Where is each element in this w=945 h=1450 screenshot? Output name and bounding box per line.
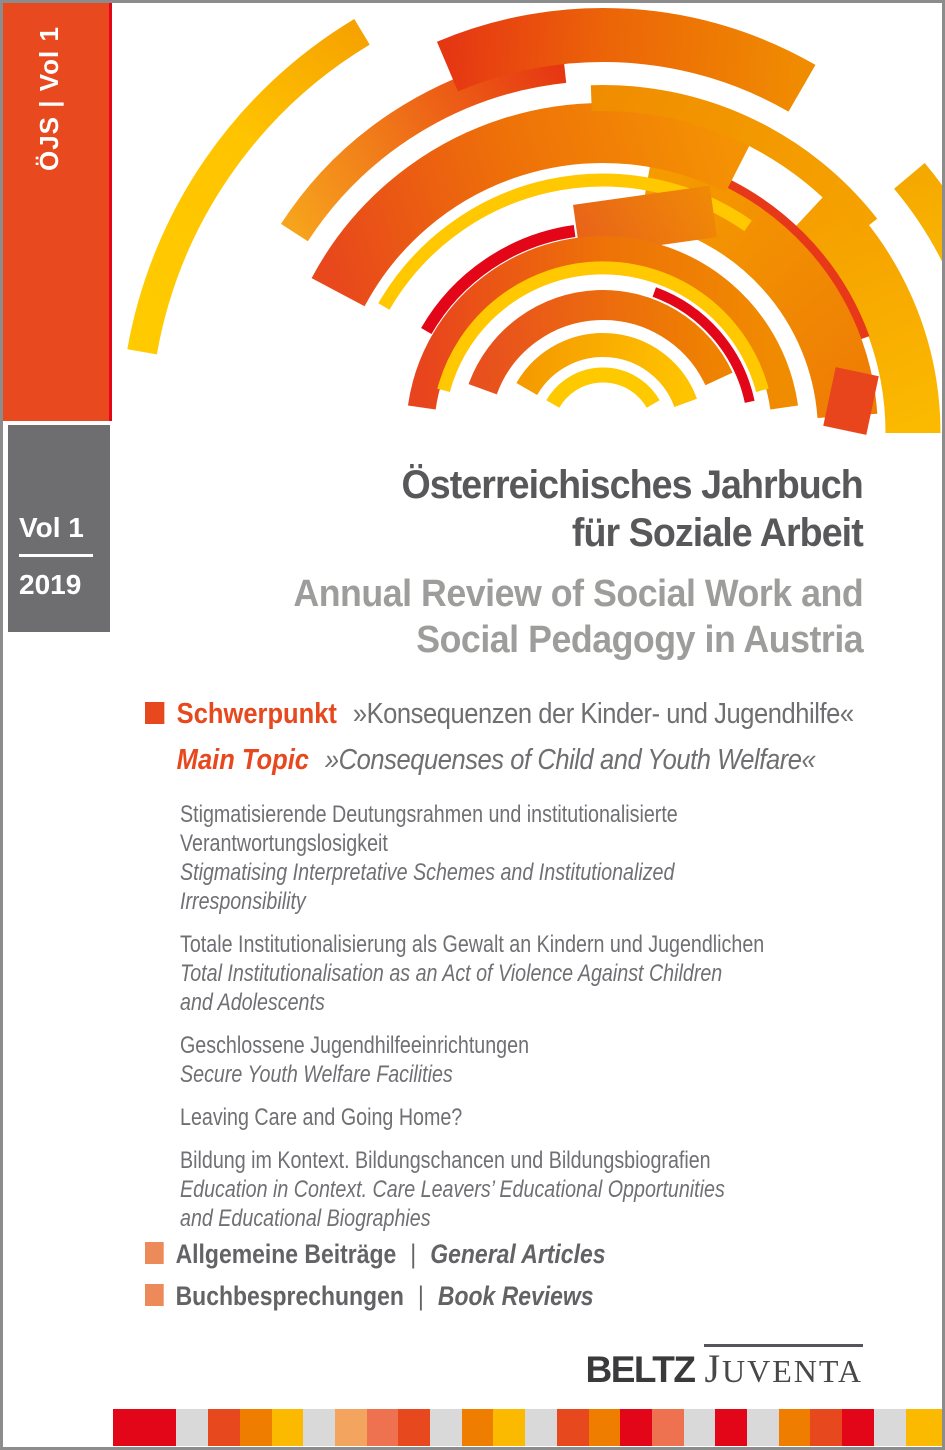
arc-shape (527, 345, 686, 403)
journal-title-de (402, 461, 863, 557)
strip-cell (176, 1409, 208, 1446)
section-bullet-icon (145, 1242, 164, 1264)
section-bullet-icon (145, 1284, 164, 1306)
strip-cell (652, 1409, 684, 1446)
section-list (145, 1239, 605, 1323)
section-separator: | (410, 1239, 417, 1269)
article-item (180, 1146, 764, 1233)
main-topic-en-row (145, 743, 854, 777)
arc-shape (448, 35, 803, 88)
title-en-line1: Annual Review of Social Work and (293, 573, 863, 615)
main-topic-en-label: Main Topic (176, 744, 310, 776)
main-topic-de-text: »Konsequenzen der Kinder- und Jugendhilfe« (352, 698, 854, 730)
strip-cell (715, 1409, 747, 1446)
article-item (180, 1103, 764, 1132)
article-en-line: Stigmatising Interpretative Schemes and Institutionalized (180, 859, 675, 886)
strip-cell (525, 1409, 557, 1446)
volume-label: Vol 1 (19, 512, 84, 543)
strip-cell (367, 1409, 399, 1446)
arc-shape (553, 375, 653, 404)
article-item (180, 800, 764, 916)
strip-cell (747, 1409, 779, 1446)
strip-cell (462, 1409, 494, 1446)
main-topic-en-text: »Consequenses of Child and Youth Welfare« (324, 744, 816, 776)
article-en-line: Secure Youth Welfare Facilities (180, 1061, 453, 1088)
strip-cell (113, 1409, 176, 1446)
section-de-label: Allgemeine Beiträge (175, 1239, 397, 1269)
topic-bullet-icon (145, 702, 164, 724)
arc-slab (823, 367, 879, 435)
main-topic (145, 697, 854, 777)
article-de-line: Verantwortungslosigkeit (180, 830, 388, 857)
strip-cell (810, 1409, 842, 1446)
article-list (180, 800, 764, 1247)
strip-cell (303, 1409, 335, 1446)
article-de-line: Totale Institutionalisierung als Gewalt an Kindern und Jugendlichen (180, 931, 765, 958)
section-en-label: Book Reviews (437, 1281, 594, 1311)
arc-slab (573, 186, 717, 257)
strip-cell (240, 1409, 272, 1446)
section-de-label: Buchbesprechungen (175, 1281, 404, 1311)
article-en-line: Total Institutionalisation as an Act of Violence Against Children (180, 960, 723, 987)
strip-cell (906, 1409, 942, 1446)
arc-shape (422, 250, 784, 407)
arc-rings (142, 32, 945, 435)
arc-shape (483, 305, 719, 389)
journal-title-en (293, 571, 863, 663)
arc-shape (294, 67, 564, 233)
article-en-line: Education in Context. Care Leavers’ Educational Opportunities (180, 1176, 725, 1203)
article-de-line: Leaving Care and Going Home? (180, 1104, 463, 1131)
volume-divider (19, 554, 93, 557)
title-de-line1: Österreichisches Jahrbuch (401, 463, 863, 507)
strip-cell (272, 1409, 304, 1446)
juventa-initial: J (704, 1346, 723, 1391)
spine-label: ÖJS | Vol 1 (34, 26, 64, 171)
strip-cell (430, 1409, 462, 1446)
title-de-line2: für Soziale Arbeit (572, 511, 863, 555)
arc-shape (646, 192, 848, 416)
article-item (180, 930, 764, 1017)
main-topic-de-label: Schwerpunkt (176, 698, 337, 730)
article-de-line: Geschlossene Jugendhilfeeinrichtungen (180, 1032, 530, 1059)
article-en-line: and Educational Biographies (180, 1205, 431, 1232)
arc-shape (338, 133, 739, 292)
arc-shape (909, 176, 945, 364)
publisher-logo (585, 1344, 863, 1391)
spine-bar (3, 3, 112, 421)
arc-shape (384, 180, 748, 306)
section-row-book-reviews (145, 1281, 605, 1311)
article-item (180, 1031, 764, 1089)
juventa-rest: UVENTA (722, 1353, 863, 1389)
article-de-line: Bildung im Kontext. Bildungschancen und Bildungsbiografien (180, 1147, 711, 1174)
arc-shape (426, 231, 574, 331)
strip-cell (398, 1409, 430, 1446)
strip-cell (493, 1409, 525, 1446)
color-strip (113, 1409, 942, 1446)
section-en-label: General Articles (430, 1239, 606, 1269)
title-en-line2: Social Pedagogy in Austria (416, 619, 863, 661)
strip-cell (684, 1409, 716, 1446)
publisher-beltz-wordmark: BELTZ (585, 1349, 695, 1390)
volume-box (8, 425, 110, 632)
arc-shape (142, 32, 362, 352)
article-en-line: and Adolescents (180, 989, 325, 1016)
main-topic-de-row (145, 697, 854, 731)
strip-cell (842, 1409, 874, 1446)
arc-shape (814, 206, 913, 433)
strip-cell (208, 1409, 240, 1446)
strip-cell (779, 1409, 811, 1446)
arc-shape (698, 173, 864, 339)
strip-cell (557, 1409, 589, 1446)
strip-cell (874, 1409, 906, 1446)
strip-cell (620, 1409, 652, 1446)
strip-cell (335, 1409, 367, 1446)
article-de-line: Stigmatisierende Deutungsrahmen und institutionalisierte (180, 801, 678, 828)
strip-cell (589, 1409, 621, 1446)
section-separator: | (417, 1281, 424, 1311)
section-row-general-articles (145, 1239, 605, 1269)
article-en-line: Irresponsibility (180, 888, 306, 915)
year-label: 2019 (19, 569, 82, 600)
arc-shape (444, 268, 763, 390)
arc-shape (591, 98, 867, 227)
publisher-juventa-wordmark (704, 1344, 863, 1389)
arc-shape (654, 292, 749, 402)
